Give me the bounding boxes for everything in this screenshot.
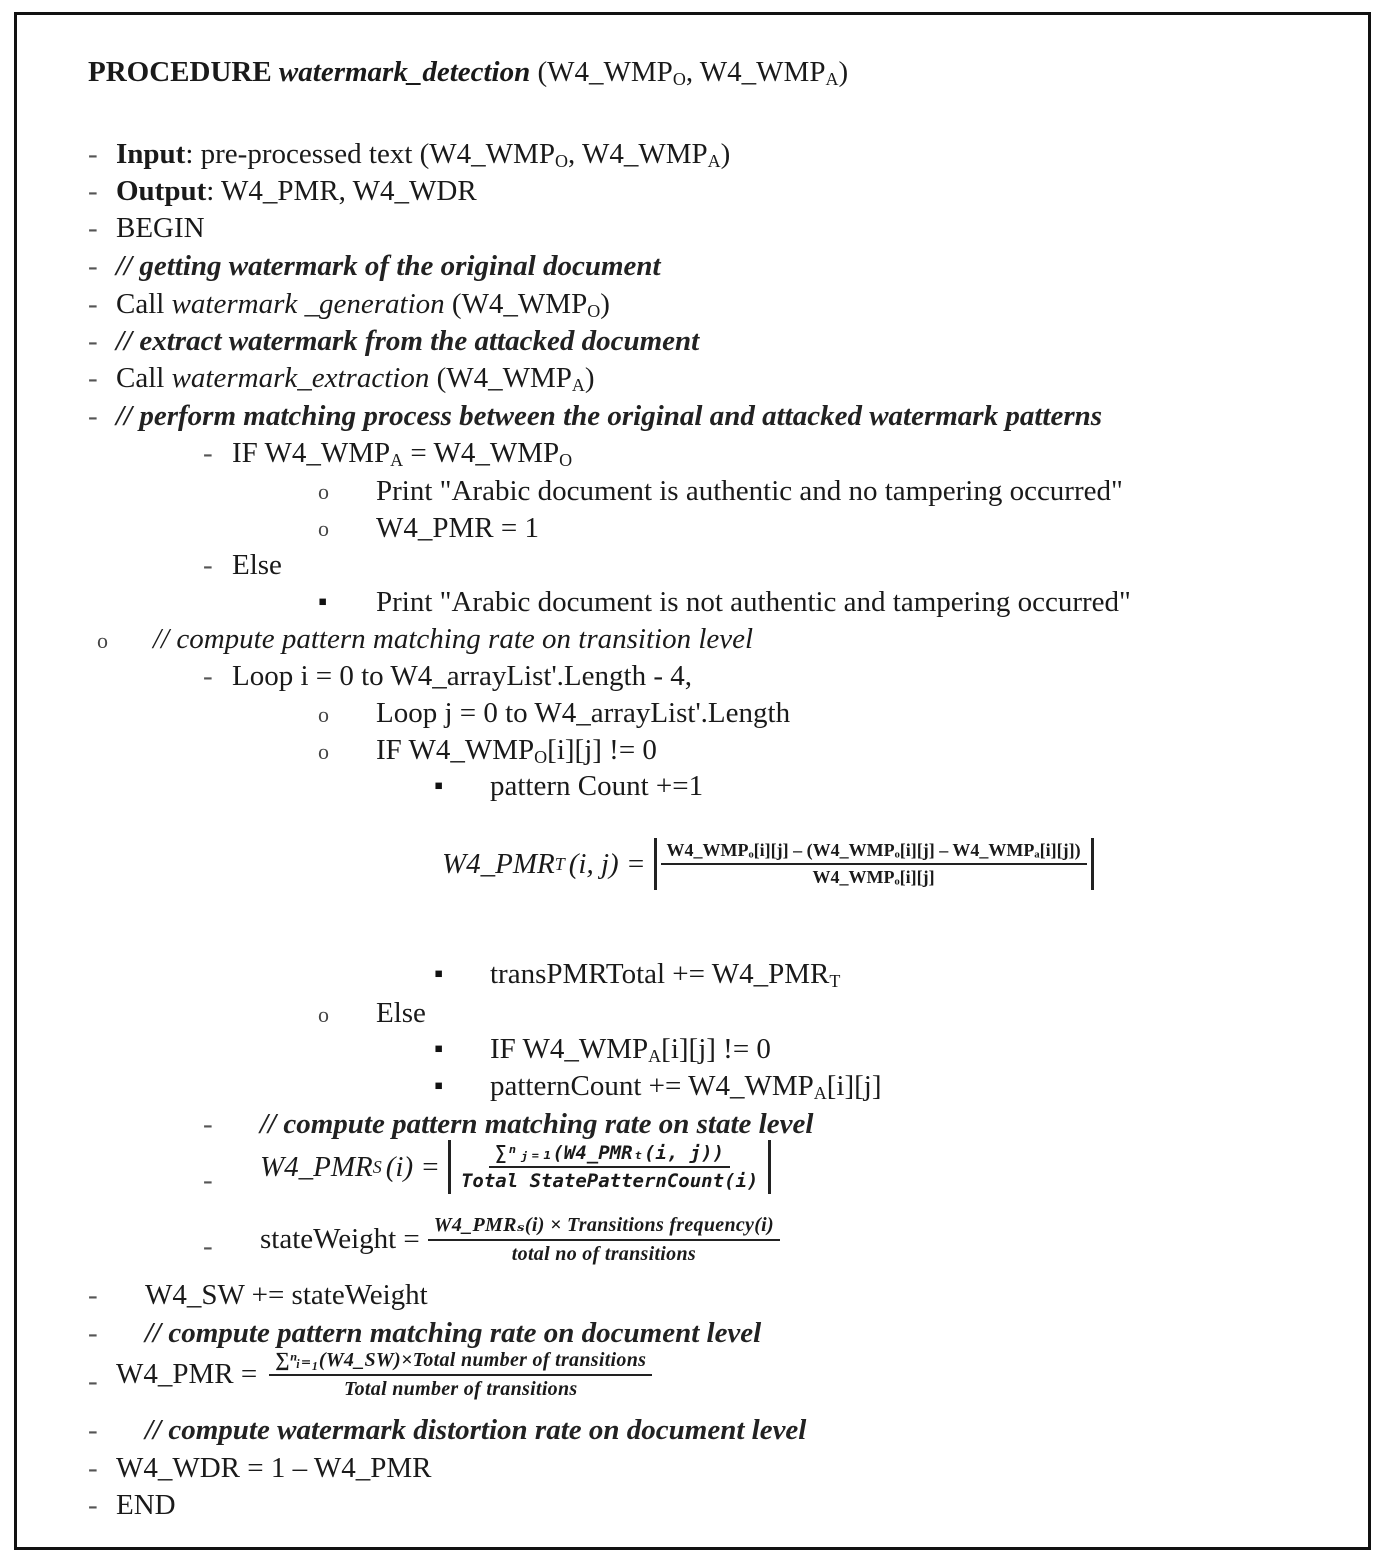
formula-fraction bbox=[269, 1347, 652, 1401]
bullet-dash: - bbox=[203, 549, 213, 581]
formula-numerator: W4_WMPₒ[i][j] – (W4_WMPₒ[i][j] – W4_WMPₐ[i][j]) bbox=[661, 840, 1087, 865]
bullet-dash: - bbox=[88, 325, 98, 357]
trans-pmr-total-line: transPMRTotal += $W4\_PMR_T$ bbox=[490, 958, 841, 991]
formula-abs-bars bbox=[448, 1140, 771, 1194]
if-equal-line: IF $W4\_WMP_A$ = $W4\_WMP_O$ bbox=[232, 437, 573, 470]
else-line: Else bbox=[232, 549, 282, 581]
bullet-circle: o bbox=[97, 628, 108, 653]
formula-denominator: W4_WMPₒ[i][j] bbox=[812, 867, 935, 887]
formula-pmr-document: W4_PMR = $\frac{\text{∑ⁿᵢ₌₁(W4\_SW)×Total number of transitions}}{\text{Total number of transitions}}$ bbox=[116, 1347, 652, 1401]
formula-pmr-transition: W4_PMR T (i, j) = $\frac{\text{W4\_WMPₒ[i][j] – (W4\_WMPₒ[i][j] – W4\_WMPₐ[i][j])}}{\text{W4\_WMPₒ[i][j]}}$ bbox=[442, 838, 1094, 890]
bullet-dash: - bbox=[203, 660, 213, 692]
print-authentic-line: Print "Arabic document is authentic and no tampering occurred" bbox=[376, 475, 1123, 507]
comment-perform-matching: // perform matching process between the original and attacked watermark patterns bbox=[116, 400, 1103, 432]
bullet-dash: - bbox=[88, 1414, 98, 1446]
comment-getting-watermark: // getting watermark of the original document bbox=[116, 250, 661, 282]
print-not-authentic-line: Print "Arabic document is not authentic and tampering occurred" bbox=[376, 586, 1131, 618]
wdr-line: W4_WDR = 1 – W4_PMR bbox=[116, 1452, 432, 1484]
if-wmpa-nonzero-line: IF $W4\_WMP_A[i][j]$ != 0 bbox=[490, 1033, 771, 1066]
bullet-dash: - bbox=[88, 1489, 98, 1521]
bullet-dash: - bbox=[88, 400, 98, 432]
comment-document-level: // compute pattern matching rate on document level bbox=[145, 1317, 762, 1349]
pattern-count-add-line: patternCount += $W4\_WMP_A[i][j]$ bbox=[490, 1070, 882, 1103]
procedure-keyword: PROCEDURE bbox=[88, 56, 272, 88]
formula-fraction bbox=[661, 840, 1087, 888]
bullet-circle: o bbox=[318, 702, 329, 727]
formula-abs-bars bbox=[654, 838, 1094, 890]
bullet-dash: - bbox=[88, 138, 98, 170]
pattern-count-increment-line: pattern Count +=1 bbox=[490, 770, 704, 802]
output-line: Output: W4_PMR, W4_WDR bbox=[116, 175, 477, 207]
bullet-dash: - bbox=[88, 362, 98, 394]
loop-i-line: Loop i = 0 to W4_arrayList'.Length - 4, bbox=[232, 660, 692, 692]
bullet-square: ▪ bbox=[434, 1071, 444, 1100]
comment-distortion-rate: // compute watermark distortion rate on document level bbox=[145, 1414, 807, 1446]
formula-denominator: Total number of transitions bbox=[343, 1378, 578, 1400]
formula-fraction bbox=[455, 1142, 764, 1192]
bullet-dash: - bbox=[88, 1279, 98, 1311]
input-line: Input: pre-processed text ($W4\_WMP_O$, $W4\_WMP_A$) bbox=[116, 138, 731, 171]
pmr-one-line: W4_PMR = 1 bbox=[376, 512, 539, 544]
bullet-dash: - bbox=[88, 1452, 98, 1484]
bullet-dash: - bbox=[88, 288, 98, 320]
comment-extract-watermark: // extract watermark from the attacked document bbox=[116, 325, 700, 357]
comment-transition-level: // compute pattern matching rate on transition level bbox=[153, 623, 754, 655]
formula-denominator: Total StatePatternCount(i) bbox=[460, 1170, 759, 1192]
call-extraction-line: Call watermark_extraction $(W4\_WMP_A)$ bbox=[116, 362, 595, 395]
loop-j-line: Loop j = 0 to W4_arrayList'.Length bbox=[376, 697, 791, 729]
bullet-dash: - bbox=[88, 212, 98, 244]
bullet-square: ▪ bbox=[434, 1034, 444, 1063]
bullet-dash: - bbox=[203, 1108, 213, 1140]
formula-denominator: total no of transitions bbox=[511, 1243, 696, 1265]
comment-state-level: // compute pattern matching rate on state level bbox=[260, 1108, 814, 1140]
procedure-header: PROCEDURE watermark_detection ($W4\_WMP_O$, $W4\_WMP_A$) bbox=[88, 56, 849, 89]
formula-state-weight: stateWeight = $\frac{\text{W4\_PMRₛ(i) × Transitions frequency(i)}}{\text{total no of transitions}}$ bbox=[260, 1212, 780, 1266]
bullet-dash: - bbox=[88, 1317, 98, 1349]
call-generation-line: Call watermark _generation $(W4\_WMP_O)$ bbox=[116, 288, 610, 321]
bullet-square: ▪ bbox=[434, 959, 444, 988]
bullet-circle: o bbox=[318, 479, 329, 504]
bullet-dash: - bbox=[88, 250, 98, 282]
bullet-circle: o bbox=[318, 516, 329, 541]
begin-line: BEGIN bbox=[116, 212, 205, 244]
bullet-circle: o bbox=[318, 739, 329, 764]
if-wmpo-nonzero-line: IF $W4\_WMP_O[i][j]$ != 0 bbox=[376, 734, 657, 767]
procedure-name: watermark_detection bbox=[278, 56, 531, 88]
bullet-dash: - bbox=[88, 1365, 98, 1397]
bullet-square: ▪ bbox=[318, 587, 328, 616]
formula-pmr-state: W4_PMR S (i) = $\frac{\text{∑ⁿⱼ₌₁(W4\_PMRₜ(i, j))}}{\text{Total StatePatternCount(i)}}$ bbox=[260, 1140, 771, 1194]
formula-numerator: W4_PMRₛ(i) × Transitions frequency(i) bbox=[428, 1212, 780, 1241]
else-inner-line: Else bbox=[376, 997, 426, 1029]
end-line: END bbox=[116, 1489, 176, 1521]
bullet-dash: - bbox=[203, 1164, 213, 1196]
formula-numerator: ∑ⁿⱼ₌₁(W4_PMRₜ(i, j)) bbox=[489, 1142, 730, 1168]
bullet-dash: - bbox=[203, 437, 213, 469]
bullet-dash: - bbox=[203, 1230, 213, 1262]
bullet-circle: o bbox=[318, 1002, 329, 1027]
formula-numerator: ∑ⁿᵢ₌₁(W4_SW)×Total number of transitions bbox=[269, 1347, 652, 1376]
formula-fraction bbox=[428, 1212, 780, 1266]
bullet-dash: - bbox=[88, 175, 98, 207]
bullet-square: ▪ bbox=[434, 771, 444, 800]
sw-accumulate-line: W4_SW += stateWeight bbox=[145, 1279, 428, 1311]
